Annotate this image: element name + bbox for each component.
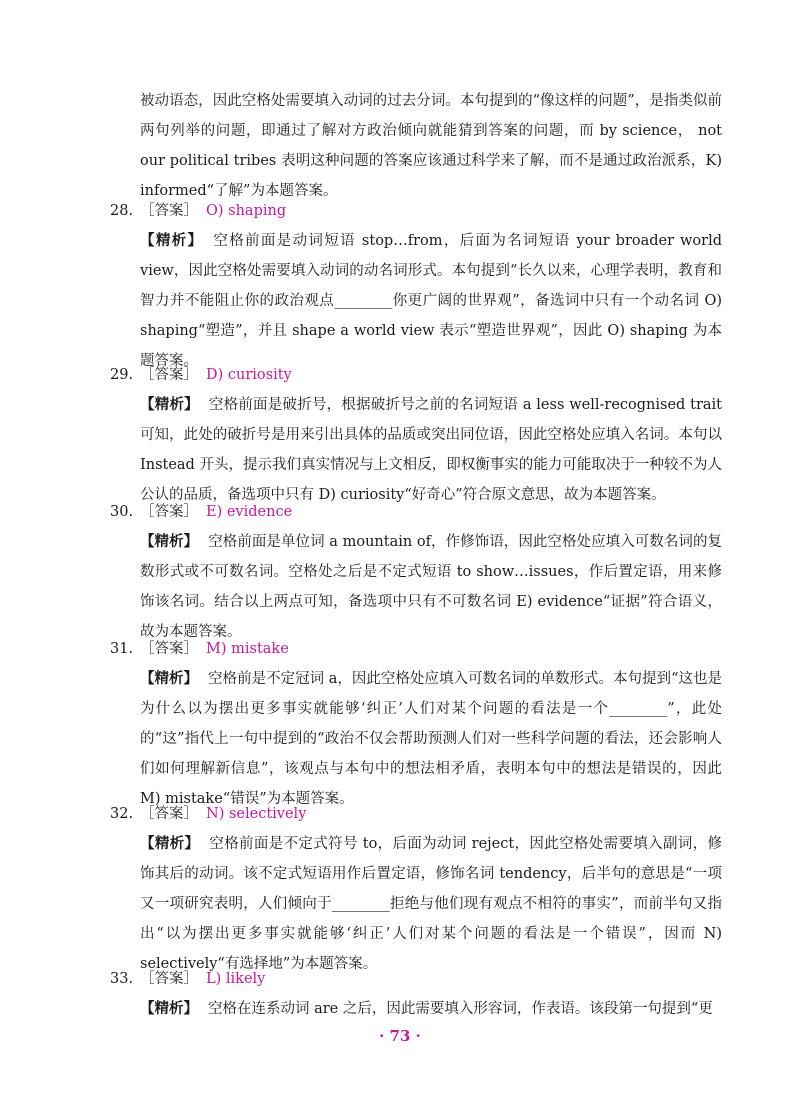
explanation-text: 空格前面是破折号，根据破折号之前的名词短语 a less well-recognised trait 可知，此处的破折号是用来引出具体的品质或突出同位语，因此空格处应填入名词。本句以 Instead 开头，提示我们真实情况与上文相反，即权衡事实的能力可能取决于一种较不为人公认的品质，备选项中只有 D) curiosity“好奇心”符合原文意思，故为本题答案。 xyxy=(140,397,723,503)
explanation xyxy=(110,527,722,647)
explanation xyxy=(110,390,722,510)
answer-line xyxy=(110,497,722,527)
answer-value: L) likely xyxy=(206,971,266,987)
answer-tag: ［答案］ xyxy=(140,367,198,383)
answer-value: D) curiosity xyxy=(206,367,292,383)
answer-entry-33 xyxy=(110,964,722,1024)
continuation-paragraph: 被动语态，因此空格处需要填入动词的过去分词。本句提到的“像这样的问题”，是指类似前两句列举的问题，即通过了解对方政治倾向就能猜到答案的问题，而 by science， not our political tribes 表明这种问题的答案应该通过科学来了解，而不是通过政治派系，K) informed“了解”为本题答案。 xyxy=(140,93,722,199)
answer-value: O) shaping xyxy=(206,203,287,219)
answer-value: N) selectively xyxy=(206,806,307,822)
answer-entry-31 xyxy=(110,634,722,814)
answer-entry-28 xyxy=(110,196,722,376)
answer-line xyxy=(110,634,722,664)
answer-tag: ［答案］ xyxy=(140,203,198,219)
answer-tag: ［答案］ xyxy=(140,971,198,987)
answer-line xyxy=(110,196,722,226)
question-number: 32. xyxy=(110,806,134,822)
explanation-text: 空格前面是动词短语 stop…from，后面为名词短语 your broader world view，因此空格处需要填入动词的动名词形式。本句提到“长久以来，心理学表明，教育和智力并不能阻止你的政治观点________你更广阔的世界观”，备选词中只有一个动名词 O) shaping“塑造”，并且 shape a world view 表示“塑造世界观”，因此 O) shaping 为本题答案。 xyxy=(140,233,722,369)
explanation-text: 空格前是不定冠词 a，因此空格处应填入可数名词的单数形式。本句提到“这也是为什么以为摆出更多事实就能够‘纠正’人们对某个问题的看法是一个________”，此处的“这”指代上一句中提到的“政治不仅会帮助预测人们对一些科学问题的看法，还会影响人们如何理解新信息”，该观点与本句中的想法相矛盾，表明本句中的想法是错误的，因此 M) mistake“错误”为本题答案。 xyxy=(140,671,723,807)
answer-value: E) evidence xyxy=(206,504,293,520)
question-number: 30. xyxy=(110,504,134,520)
answer-entry-30 xyxy=(110,497,722,647)
answer-tag: ［答案］ xyxy=(140,641,198,657)
explanation xyxy=(110,829,722,979)
answer-line xyxy=(110,964,722,994)
answer-tag: ［答案］ xyxy=(140,504,198,520)
explanation-tag: 【精析】 xyxy=(140,670,199,687)
explanation-text: 空格前面是单位词 a mountain of，作修饰语，因此空格处应填入可数名词的复数形式或不可数名词。空格处之后是不定式短语 to show…issues，作后置定语，用来修饰该名词。结合以上两点可知，备选项中只有不可数名词 E) evidence“证据”符合语义，故为本题答案。 xyxy=(140,534,723,640)
explanation-tag: 【精析】 xyxy=(140,835,200,852)
explanation xyxy=(110,664,722,814)
answer-line xyxy=(110,799,722,829)
explanation-tag: 【精析】 xyxy=(140,533,199,550)
explanation-text: 空格在连系动词 are 之后，因此需要填入形容词，作表语。该段第一句提到“更 xyxy=(208,1001,713,1017)
answer-tag: ［答案］ xyxy=(140,806,198,822)
explanation xyxy=(110,994,722,1024)
answer-line xyxy=(110,360,722,390)
question-number: 29. xyxy=(110,367,134,383)
answer-entry-29 xyxy=(110,360,722,510)
question-number: 28. xyxy=(110,203,134,219)
page-number: · 73 · xyxy=(379,1027,421,1045)
answer-value: M) mistake xyxy=(206,641,289,657)
explanation-tag: 【精析】 xyxy=(140,396,199,413)
explanation-tag: 【精析】 xyxy=(140,1000,198,1017)
explanation-text: 空格前面是不定式符号 to，后面为动词 reject，因此空格处需要填入副词，修饰其后的动词。该不定式短语用作后置定语，修饰名词 tendency，后半句的意思是“一项又一项研究表明，人们倾向于________拒绝与他们现有观点不相符的事实”，而前半句又指出“以为摆出更多事实就能够‘纠正’人们对某个问题的看法是一个错误”，因而 N) selectively“有选择地”为本题答案。 xyxy=(140,836,723,972)
explanation xyxy=(110,226,722,376)
answer-entry-32 xyxy=(110,799,722,979)
explanation-tag: 【精析】 xyxy=(140,232,204,249)
question-number: 33. xyxy=(110,971,134,987)
question-number: 31. xyxy=(110,641,134,657)
